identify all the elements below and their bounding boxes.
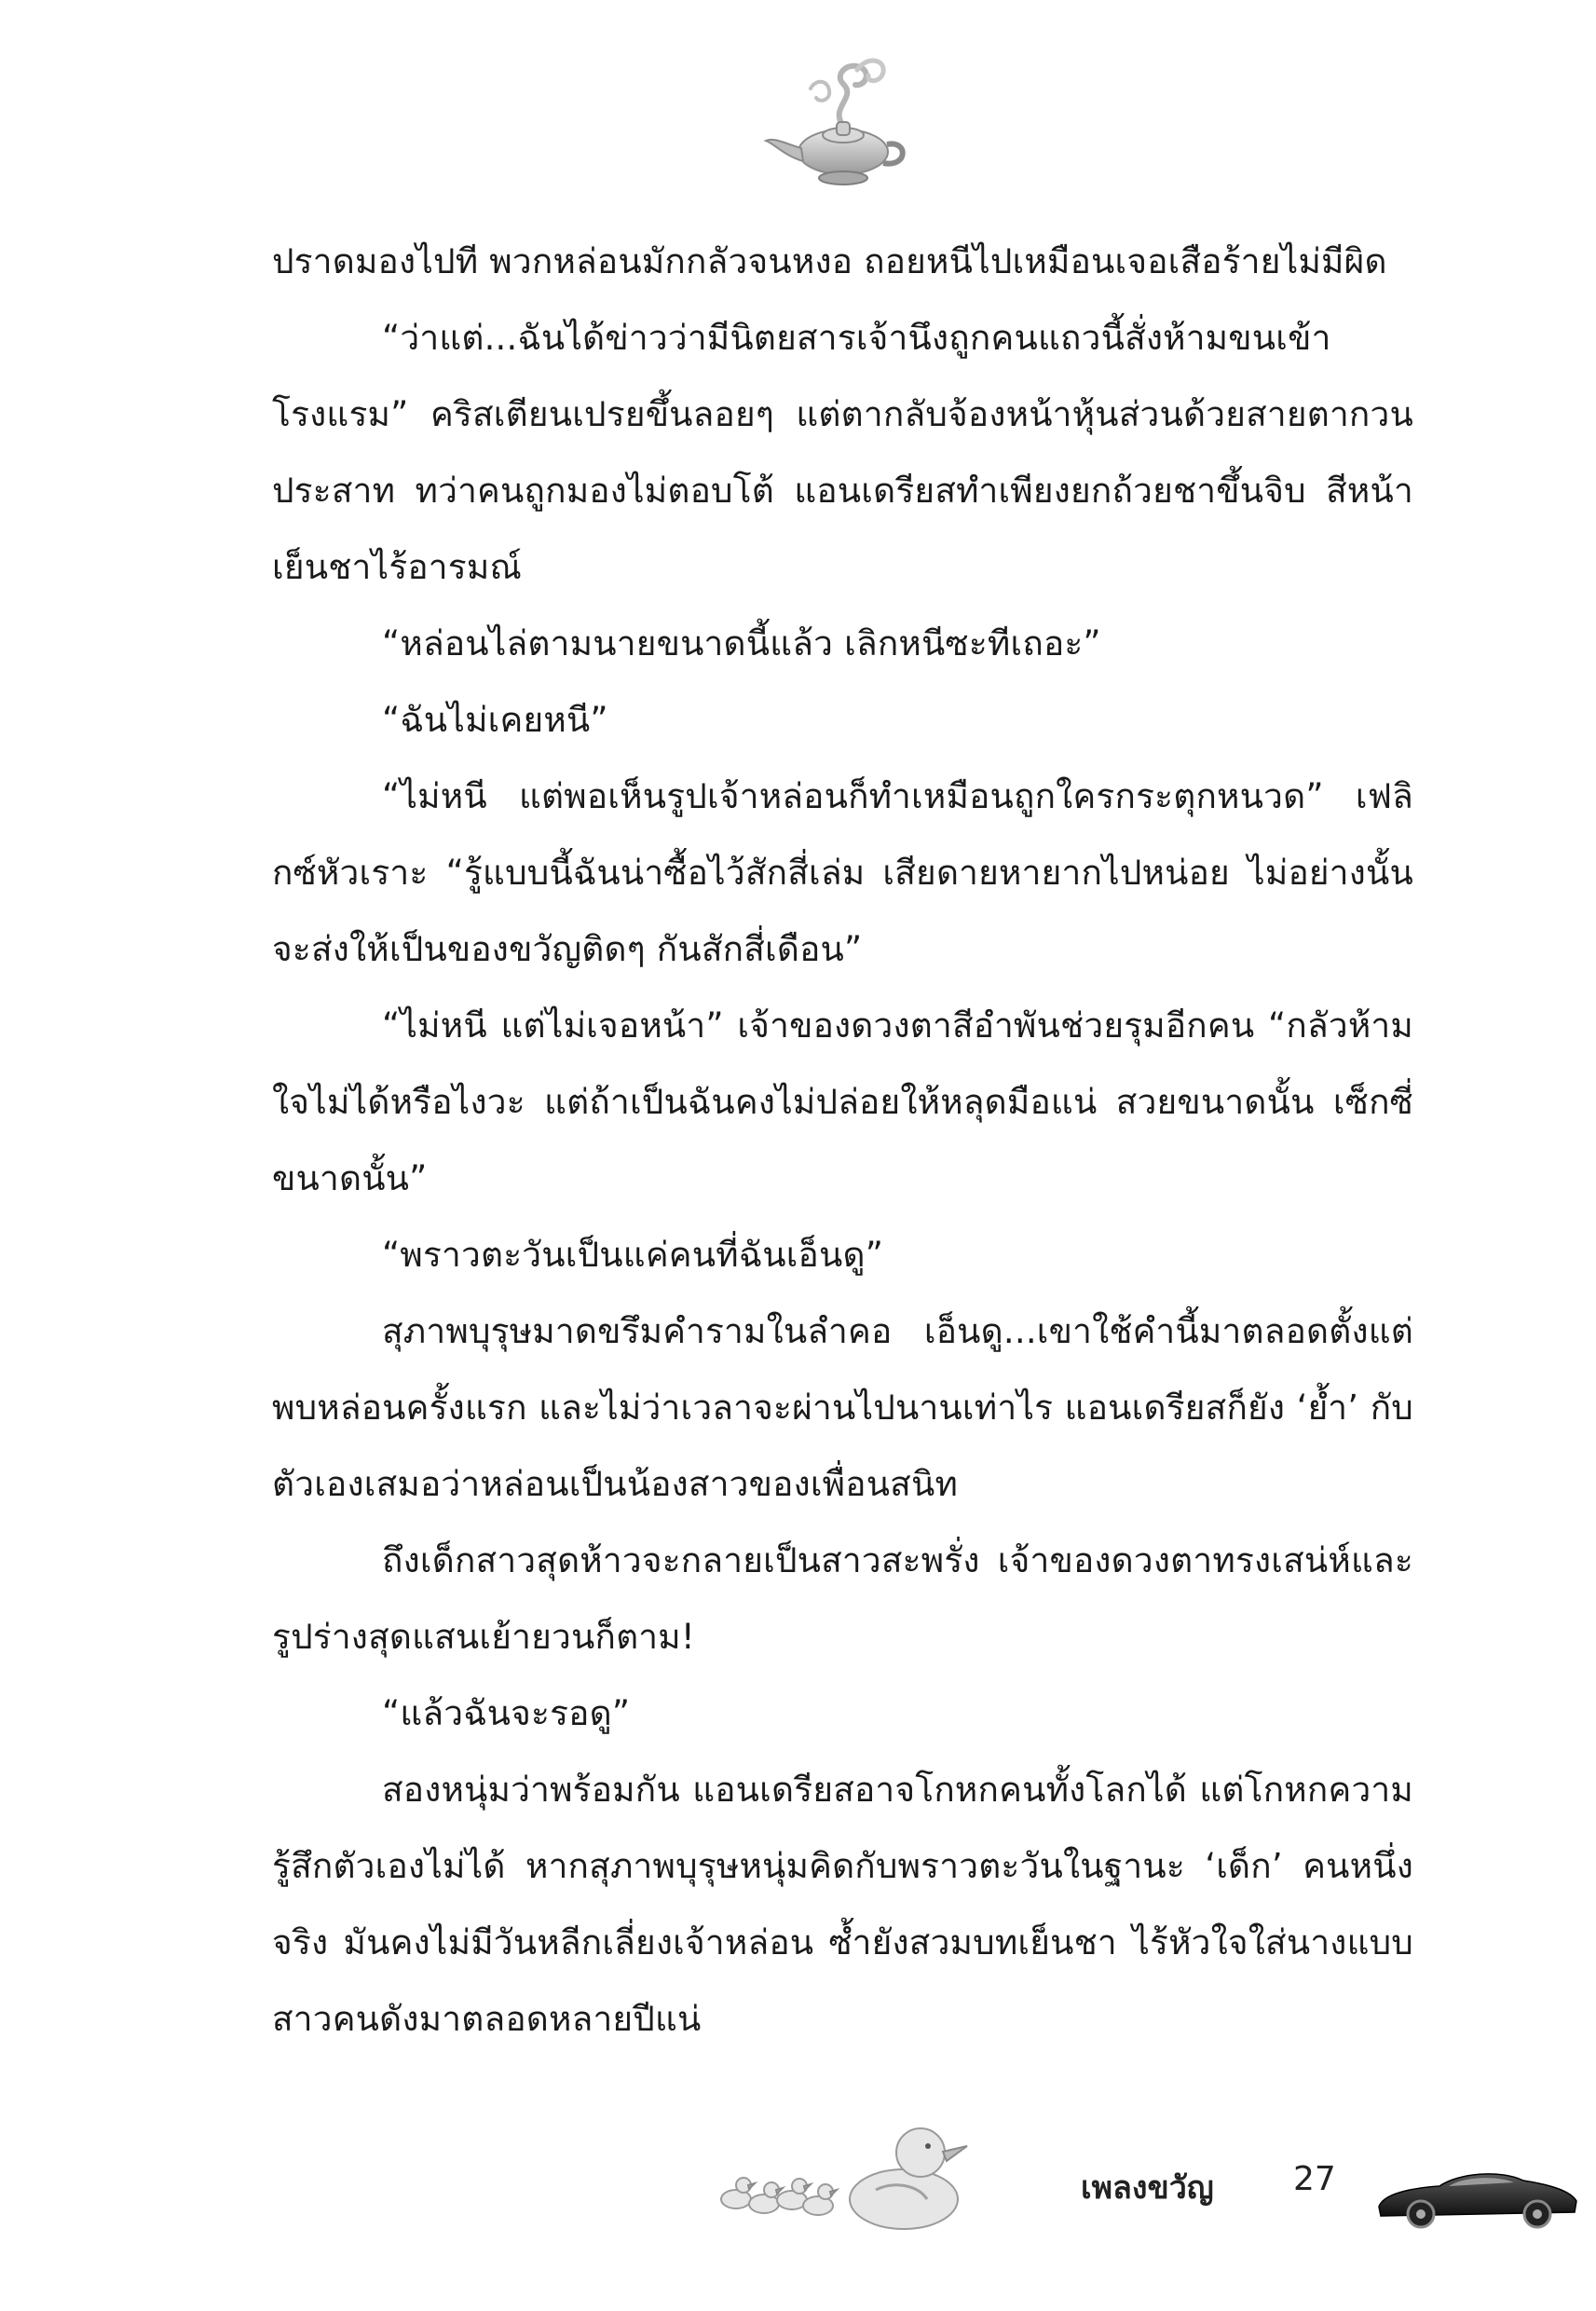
rubber-ducks-icon xyxy=(717,2111,978,2232)
paragraph-10: “แล้วฉันจะรอดู” xyxy=(382,1693,631,1733)
genie-lamp-icon xyxy=(755,51,913,191)
paragraph-11: สองหนุ่มว่าพร้อมกัน แอนเดรียสอาจโกหกคนทั้งโลกได้ แต่โกหกความรู้สึกตัวเองไม่ได้ หากสุภาพบุรุษหนุ่มคิดกับพราวตะวันในฐานะ ‘เด็ก’ คนหนึ่งจริง มันคงไม่มีวันหลีกเลี่ยงเจ้าหล่อน ซ้ำยังสวมบทเย็นชา ไร้หัวใจใส่นางแบบสาวคนดังมาตลอดหลายปีแน่ xyxy=(272,1770,1413,2039)
paragraph-2: “ว่าแต่...ฉันได้ข่าวว่ามีนิตยสารเจ้านึงถูกคนแถวนี้สั่งห้ามขนเข้าโรงแรม” คริสเตียนเปรยขึ้นลอยๆ แต่ตากลับจ้องหน้าหุ้นส่วนด้วยสายตากวนประสาท ทว่าคนถูกมองไม่ตอบโต้ แอนเดรียสทำเพียงยกถ้วยชาขึ้นจิบ สีหน้าเย็นชาไร้อารมณ์ xyxy=(272,318,1413,587)
paragraph-4: “ฉันไม่เคยหนี” xyxy=(382,700,608,740)
paragraph-5: “ไม่หนี แต่พอเห็นรูปเจ้าหล่อนก็ทำเหมือนถูกใครกระตุกหนวด” เฟลิกซ์หัวเราะ “รู้แบบนี้ฉันน่าซื้อไว้สักสี่เล่ม เสียดายหายากไปหน่อย ไม่อย่างนั้นจะส่งให้เป็นของขวัญติดๆ กันสักสี่เดือน” xyxy=(272,776,1413,969)
chapter-body-text xyxy=(272,224,1413,2058)
paragraph-3: “หล่อนไล่ตามนายขนาดนี้แล้ว เลิกหนีซะทีเถอะ” xyxy=(382,623,1101,663)
paragraph-6: “ไม่หนี แต่ไม่เจอหน้า” เจ้าของดวงตาสีอำพันช่วยรุมอีกคน “กลัวห้ามใจไม่ได้หรือไงวะ แต่ถ้าเป็นฉันคงไม่ปล่อยให้หลุดมือแน่ สวยขนาดนั้น เซ็กซี่ขนาดนั้น” xyxy=(272,1005,1413,1198)
paragraph-9: ถึงเด็กสาวสุดห้าวจะกลายเป็นสาวสะพรั่ง เจ้าของดวงตาทรงเสน่ห์และรูปร่างสุดแสนเย้ายวนก็ตาม! xyxy=(272,1540,1413,1657)
running-footer-title: เพลงขวัญ xyxy=(1081,2169,1214,2207)
paragraph-7: “พราวตะวันเป็นแค่คนที่ฉันเอ็นดู” xyxy=(382,1235,884,1275)
paragraph-8: สุภาพบุรุษมาดขรึมคำรามในลำคอ เอ็นดู...เขาใช้คำนี้มาตลอดตั้งแต่พบหล่อนครั้งแรก และไม่ว่าเวลาจะผ่านไปนานเท่าไร แอนเดรียสก็ยัง ‘ย้ำ’ กับตัวเองเสมอว่าหล่อนเป็นน้องสาวของเพื่อนสนิท xyxy=(272,1311,1413,1504)
sports-car-icon xyxy=(1370,2153,1584,2236)
paragraph-1: ปราดมองไปที พวกหล่อนมักกลัวจนหงอ ถอยหนีไปเหมือนเจอเสือร้ายไม่มีผิด xyxy=(272,241,1387,281)
page-number: 27 xyxy=(1293,2160,1336,2198)
